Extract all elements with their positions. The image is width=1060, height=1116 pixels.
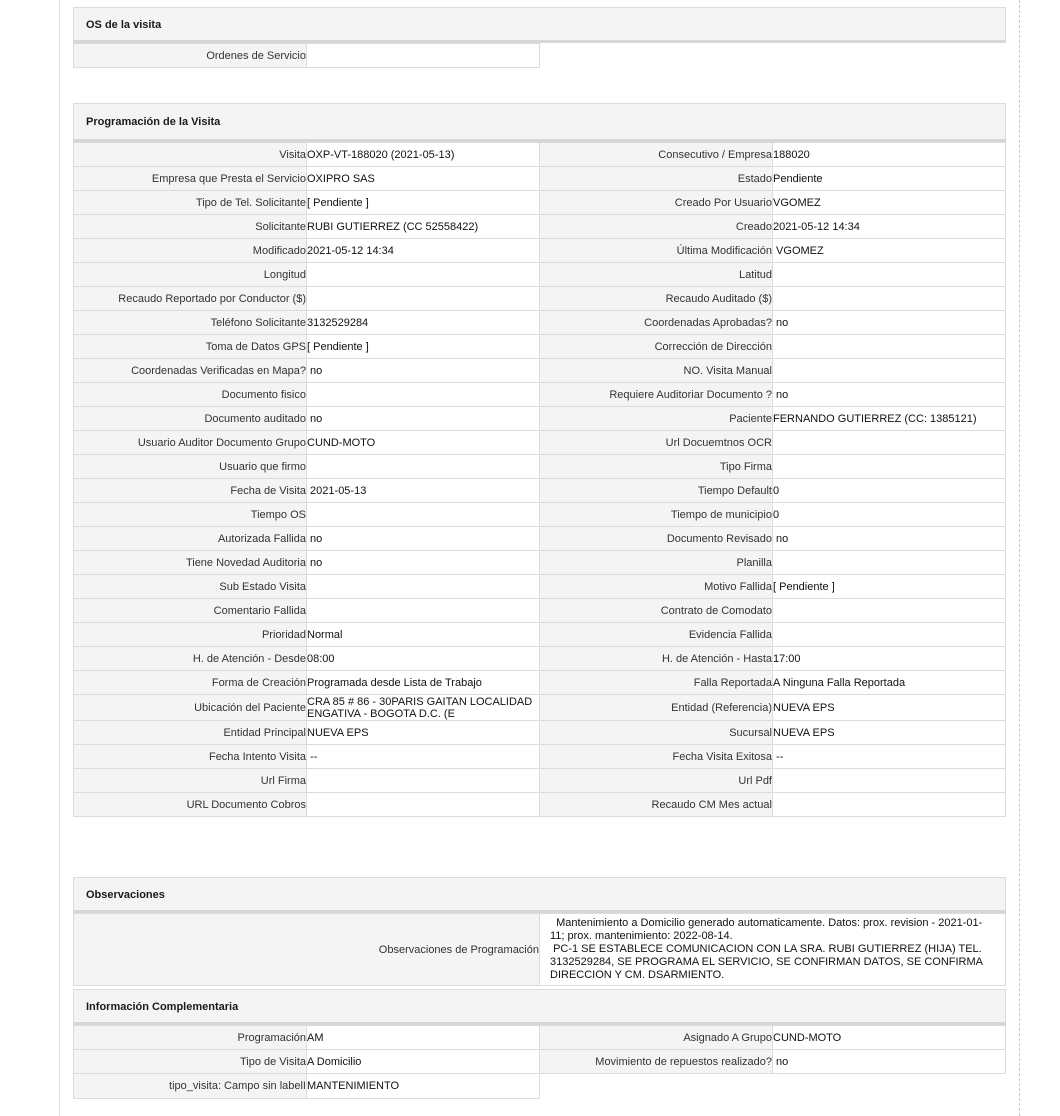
left-border: [59, 0, 60, 1116]
table-row: [74, 1026, 1006, 1050]
table-row: [74, 359, 1006, 383]
field-label: Recaudo CM Mes actual: [540, 793, 773, 817]
table-row: [74, 383, 1006, 407]
field-value: [773, 359, 1006, 383]
field-label: Toma de Datos GPS: [74, 335, 307, 359]
field-label: Ordenes de Servicio: [74, 44, 307, 68]
table-row: [74, 769, 1006, 793]
field-label: Url Pdf: [540, 769, 773, 793]
field-label: Empresa que Presta el Servicio: [74, 167, 307, 191]
table-row: [74, 1050, 1006, 1074]
table-row: [74, 263, 1006, 287]
field-label: Paciente: [540, 407, 773, 431]
field-value: [540, 914, 1006, 986]
field-label: Fecha Visita Exitosa: [540, 745, 773, 769]
table-row: [74, 551, 1006, 575]
field-value: [307, 383, 540, 407]
field-label: Programación: [74, 1026, 307, 1050]
table-row: [74, 695, 1006, 721]
field-value: Programada desde Lista de Trabajo: [307, 671, 540, 695]
table-row: [74, 335, 1006, 359]
field-label: Entidad Principal: [74, 721, 307, 745]
section-title: Programación de la Visita: [73, 103, 1006, 142]
field-value: A Domicilio: [307, 1050, 540, 1074]
section-title: Observaciones: [73, 877, 1006, 913]
field-label: Tipo Firma: [540, 455, 773, 479]
field-label: Tiene Novedad Auditoria: [74, 551, 307, 575]
field-label: Documento auditado: [74, 407, 307, 431]
field-value: [773, 599, 1006, 623]
table-row: [74, 479, 1006, 503]
field-label: Fecha Intento Visita: [74, 745, 307, 769]
field-value: [307, 769, 540, 793]
field-value: [773, 431, 1006, 455]
field-value: 2021-05-13: [307, 479, 540, 503]
field-value: Pendiente: [773, 167, 1006, 191]
field-label: Motivo Fallida: [540, 575, 773, 599]
field-value: 08:00: [307, 647, 540, 671]
field-label: Sucursal: [540, 721, 773, 745]
field-label: Creado Por Usuario: [540, 191, 773, 215]
field-label: Visita: [74, 143, 307, 167]
field-label: Autorizada Fallida: [74, 527, 307, 551]
field-label: Contrato de Comodato: [540, 599, 773, 623]
table-row: [74, 167, 1006, 191]
table-row: [74, 721, 1006, 745]
table-row: [74, 239, 1006, 263]
field-label: NO. Visita Manual: [540, 359, 773, 383]
field-value: CUND-MOTO: [773, 1026, 1006, 1050]
field-label: Última Modificación: [540, 239, 773, 263]
field-label: Falla Reportada: [540, 671, 773, 695]
field-label: Consecutivo / Empresa: [540, 143, 773, 167]
field-value: CUND-MOTO: [307, 431, 540, 455]
field-value: [307, 455, 540, 479]
table-row: [74, 914, 1006, 986]
table-row: [74, 287, 1006, 311]
field-label: Creado: [540, 215, 773, 239]
field-value: no: [773, 527, 1006, 551]
field-label: Tiempo de municipio: [540, 503, 773, 527]
field-value: [773, 769, 1006, 793]
field-value: [773, 335, 1006, 359]
field-value: NUEVA EPS: [773, 721, 1006, 745]
field-label: Recaudo Reportado por Conductor ($): [74, 287, 307, 311]
field-label: Tipo de Visita: [74, 1050, 307, 1074]
field-value: A Ninguna Falla Reportada: [773, 671, 1006, 695]
field-label: Asignado A Grupo: [540, 1026, 773, 1050]
field-value: 2021-05-12 14:34: [773, 215, 1006, 239]
field-value: OXP-VT-188020 (2021-05-13): [307, 143, 540, 167]
table-row: [74, 44, 1007, 68]
field-label: Planilla: [540, 551, 773, 575]
table-row: [74, 599, 1006, 623]
field-value: [773, 623, 1006, 647]
field-label: Solicitante: [74, 215, 307, 239]
field-label: Latitud: [540, 263, 773, 287]
field-value: [773, 793, 1006, 817]
field-label: tipo_visita: Campo sin labelI: [74, 1074, 307, 1099]
field-value: 17:00: [773, 647, 1006, 671]
info-table: [73, 1025, 1006, 1099]
right-dashed-border: [1019, 0, 1020, 1116]
table-row: [74, 671, 1006, 695]
field-value: no: [773, 1050, 1006, 1074]
field-value: no: [307, 527, 540, 551]
field-value: [ Pendiente ]: [307, 335, 540, 359]
table-row: [74, 793, 1006, 817]
field-value: [307, 503, 540, 527]
field-value: VGOMEZ: [773, 191, 1006, 215]
os-section: [73, 7, 1006, 68]
empty-cell: [540, 44, 773, 68]
programacion-table: [73, 142, 1006, 817]
observaciones-section: [73, 877, 1006, 986]
field-label: Evidencia Fallida: [540, 623, 773, 647]
field-label: Forma de Creación: [74, 671, 307, 695]
table-row: [74, 311, 1006, 335]
field-value: AM: [307, 1026, 540, 1050]
field-label: Longitud: [74, 263, 307, 287]
field-value: Normal: [307, 623, 540, 647]
field-value: [307, 575, 540, 599]
empty-cell: [540, 1074, 773, 1099]
empty-cell: [773, 44, 1006, 68]
field-label: Coordenadas Verificadas en Mapa?: [74, 359, 307, 383]
field-value: [307, 599, 540, 623]
section-title: Información Complementaria: [73, 989, 1006, 1025]
field-value: [773, 551, 1006, 575]
field-value: 188020: [773, 143, 1006, 167]
field-label: Corrección de Dirección: [540, 335, 773, 359]
field-label: Sub Estado Visita: [74, 575, 307, 599]
table-row: [74, 191, 1006, 215]
field-label: Documento Revisado: [540, 527, 773, 551]
field-value: --: [773, 745, 1006, 769]
field-label: Requiere Auditoriar Documento ?: [540, 383, 773, 407]
observation-line: PC-1 SE ESTABLECE COMUNICACION CON LA SRA. RUBI GUTIERREZ (HIJA) TEL. 3132529284, SE PROGRAMA EL SERVICIO, SE CONFIRMAN DATOS, SE CONFIRMA DIRECCION Y CM. DSARMIENTO.: [550, 943, 986, 981]
table-row: [74, 623, 1006, 647]
os-table: [73, 43, 1006, 68]
field-label: Tiempo OS: [74, 503, 307, 527]
field-value: no: [307, 551, 540, 575]
field-label: Entidad (Referencia): [540, 695, 773, 721]
field-value: [773, 455, 1006, 479]
field-value: 0: [773, 479, 1006, 503]
field-value: [307, 44, 540, 68]
field-value: VGOMEZ: [773, 239, 1006, 263]
table-row: [74, 575, 1006, 599]
field-label: Usuario Auditor Documento Grupo: [74, 431, 307, 455]
field-label: Teléfono Solicitante: [74, 311, 307, 335]
field-value: [ Pendiente ]: [307, 191, 540, 215]
field-label: H. de Atención - Hasta: [540, 647, 773, 671]
table-row: [74, 407, 1006, 431]
table-row: [74, 647, 1006, 671]
field-value: NUEVA EPS: [307, 721, 540, 745]
field-label: Documento fisico: [74, 383, 307, 407]
table-row: [74, 143, 1006, 167]
field-label: Movimiento de repuestos realizado?: [540, 1050, 773, 1074]
observaciones-table: [73, 913, 1006, 986]
field-value: 3132529284: [307, 311, 540, 335]
field-value: [307, 793, 540, 817]
field-value: [307, 263, 540, 287]
field-label: Url Firma: [74, 769, 307, 793]
field-value: [773, 287, 1006, 311]
field-label: URL Documento Cobros: [74, 793, 307, 817]
field-label: Comentario Fallida: [74, 599, 307, 623]
field-label: Url Docuemtnos OCR: [540, 431, 773, 455]
table-row: [74, 503, 1006, 527]
section-title: OS de la visita: [73, 7, 1006, 43]
field-value: [ Pendiente ]: [773, 575, 1006, 599]
field-value: --: [307, 745, 540, 769]
table-row: [74, 1074, 1006, 1099]
table-row: [74, 527, 1006, 551]
field-label: Ubicación del Paciente: [74, 695, 307, 721]
field-label: Tipo de Tel. Solicitante: [74, 191, 307, 215]
field-label: Modificado: [74, 239, 307, 263]
field-value: FERNANDO GUTIERREZ (CC: 1385121): [773, 407, 1006, 431]
field-value: 2021-05-12 14:34: [307, 239, 540, 263]
field-label: Tiempo Default: [540, 479, 773, 503]
field-value: no: [773, 311, 1006, 335]
table-row: [74, 215, 1006, 239]
field-label: Usuario que firmo: [74, 455, 307, 479]
field-value: no: [773, 383, 1006, 407]
field-label: Fecha de Visita: [74, 479, 307, 503]
table-row: [74, 455, 1006, 479]
table-row: [74, 745, 1006, 769]
field-value: 0: [773, 503, 1006, 527]
info-section: [73, 989, 1006, 1099]
field-label: Estado: [540, 167, 773, 191]
programacion-section: [73, 103, 1006, 817]
field-value: [773, 263, 1006, 287]
field-label: H. de Atención - Desde: [74, 647, 307, 671]
field-value: MANTENIMIENTO: [307, 1074, 540, 1099]
field-value: RUBI GUTIERREZ (CC 52558422): [307, 215, 540, 239]
field-label: Recaudo Auditado ($): [540, 287, 773, 311]
table-row: [74, 431, 1006, 455]
field-value: OXIPRO SAS: [307, 167, 540, 191]
empty-cell: [773, 1074, 1006, 1099]
field-value: CRA 85 # 86 - 30PARIS GAITAN LOCALIDAD ENGATIVA - BOGOTA D.C. (E: [307, 695, 540, 721]
field-label: Coordenadas Aprobadas?: [540, 311, 773, 335]
field-value: [307, 287, 540, 311]
field-value: NUEVA EPS: [773, 695, 1006, 721]
field-value: no: [307, 359, 540, 383]
field-label: Observaciones de Programación: [74, 914, 540, 986]
field-label: Prioridad: [74, 623, 307, 647]
observation-line: Mantenimiento a Domicilio generado automaticamente. Datos: prox. revision - 2021-01-11; prox. mantenimiento: 2022-08-14.: [550, 917, 983, 942]
field-value: no: [307, 407, 540, 431]
